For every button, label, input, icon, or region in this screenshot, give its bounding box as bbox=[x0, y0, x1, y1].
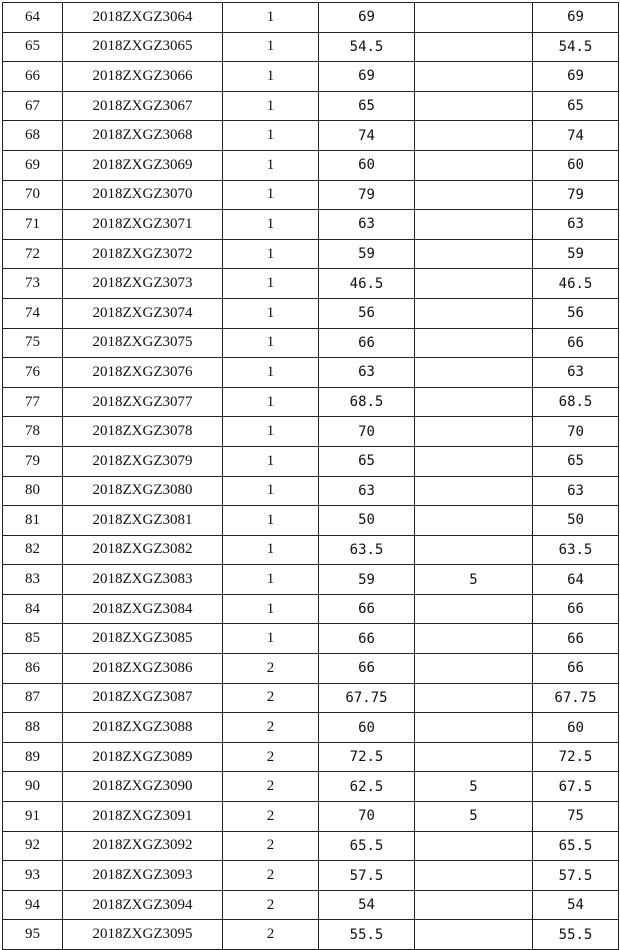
total-cell: 69 bbox=[533, 3, 619, 33]
table-row bbox=[3, 920, 619, 950]
score-cell: 63 bbox=[319, 476, 415, 506]
row-number-cell: 84 bbox=[3, 594, 63, 624]
exam-id-cell: 2018ZXGZ3073 bbox=[63, 269, 223, 299]
total-cell: 70 bbox=[533, 417, 619, 447]
table-row bbox=[3, 298, 619, 328]
table-row bbox=[3, 269, 619, 299]
total-cell: 65.5 bbox=[533, 831, 619, 861]
group-cell: 1 bbox=[223, 506, 319, 536]
bonus-cell bbox=[415, 861, 533, 891]
total-cell: 75 bbox=[533, 802, 619, 832]
exam-id-cell: 2018ZXGZ3064 bbox=[63, 3, 223, 33]
exam-id-cell: 2018ZXGZ3075 bbox=[63, 328, 223, 358]
score-cell: 59 bbox=[319, 565, 415, 595]
exam-id-cell: 2018ZXGZ3071 bbox=[63, 210, 223, 240]
row-number-cell: 91 bbox=[3, 802, 63, 832]
exam-id-cell: 2018ZXGZ3080 bbox=[63, 476, 223, 506]
table-row bbox=[3, 150, 619, 180]
group-cell: 2 bbox=[223, 802, 319, 832]
table-row bbox=[3, 32, 619, 62]
total-cell: 74 bbox=[533, 121, 619, 151]
score-cell: 65 bbox=[319, 446, 415, 476]
exam-id-cell: 2018ZXGZ3065 bbox=[63, 32, 223, 62]
table-row bbox=[3, 683, 619, 713]
exam-id-cell: 2018ZXGZ3070 bbox=[63, 180, 223, 210]
group-cell: 1 bbox=[223, 269, 319, 299]
row-number-cell: 76 bbox=[3, 358, 63, 388]
exam-id-cell: 2018ZXGZ3066 bbox=[63, 62, 223, 92]
total-cell: 66 bbox=[533, 594, 619, 624]
score-cell: 68.5 bbox=[319, 387, 415, 417]
total-cell: 50 bbox=[533, 506, 619, 536]
bonus-cell bbox=[415, 890, 533, 920]
bonus-cell bbox=[415, 32, 533, 62]
exam-id-cell: 2018ZXGZ3079 bbox=[63, 446, 223, 476]
group-cell: 1 bbox=[223, 387, 319, 417]
group-cell: 1 bbox=[223, 565, 319, 595]
exam-id-cell: 2018ZXGZ3083 bbox=[63, 565, 223, 595]
score-cell: 67.75 bbox=[319, 683, 415, 713]
group-cell: 1 bbox=[223, 535, 319, 565]
table-row bbox=[3, 506, 619, 536]
score-cell: 66 bbox=[319, 594, 415, 624]
total-cell: 55.5 bbox=[533, 920, 619, 950]
score-cell: 57.5 bbox=[319, 861, 415, 891]
row-number-cell: 69 bbox=[3, 150, 63, 180]
total-cell: 66 bbox=[533, 654, 619, 684]
bonus-cell bbox=[415, 239, 533, 269]
group-cell: 2 bbox=[223, 920, 319, 950]
exam-id-cell: 2018ZXGZ3089 bbox=[63, 742, 223, 772]
bonus-cell bbox=[415, 594, 533, 624]
table-row bbox=[3, 624, 619, 654]
score-cell: 65 bbox=[319, 91, 415, 121]
table-row bbox=[3, 91, 619, 121]
group-cell: 1 bbox=[223, 298, 319, 328]
group-cell: 2 bbox=[223, 772, 319, 802]
total-cell: 60 bbox=[533, 713, 619, 743]
bonus-cell bbox=[415, 150, 533, 180]
score-cell: 74 bbox=[319, 121, 415, 151]
row-number-cell: 67 bbox=[3, 91, 63, 121]
table-row bbox=[3, 594, 619, 624]
table-row bbox=[3, 62, 619, 92]
group-cell: 1 bbox=[223, 417, 319, 447]
group-cell: 1 bbox=[223, 358, 319, 388]
total-cell: 54 bbox=[533, 890, 619, 920]
group-cell: 1 bbox=[223, 328, 319, 358]
score-cell: 54.5 bbox=[319, 32, 415, 62]
bonus-cell bbox=[415, 446, 533, 476]
bonus-cell bbox=[415, 3, 533, 33]
bonus-cell bbox=[415, 506, 533, 536]
exam-id-cell: 2018ZXGZ3087 bbox=[63, 683, 223, 713]
bonus-cell bbox=[415, 417, 533, 447]
score-table bbox=[2, 2, 619, 950]
row-number-cell: 94 bbox=[3, 890, 63, 920]
score-cell: 50 bbox=[319, 506, 415, 536]
bonus-cell bbox=[415, 121, 533, 151]
group-cell: 1 bbox=[223, 32, 319, 62]
group-cell: 2 bbox=[223, 890, 319, 920]
total-cell: 59 bbox=[533, 239, 619, 269]
exam-id-cell: 2018ZXGZ3091 bbox=[63, 802, 223, 832]
exam-id-cell: 2018ZXGZ3093 bbox=[63, 861, 223, 891]
total-cell: 63 bbox=[533, 358, 619, 388]
total-cell: 66 bbox=[533, 328, 619, 358]
row-number-cell: 81 bbox=[3, 506, 63, 536]
total-cell: 63 bbox=[533, 476, 619, 506]
group-cell: 1 bbox=[223, 121, 319, 151]
score-cell: 63.5 bbox=[319, 535, 415, 565]
score-cell: 56 bbox=[319, 298, 415, 328]
row-number-cell: 90 bbox=[3, 772, 63, 802]
exam-id-cell: 2018ZXGZ3067 bbox=[63, 91, 223, 121]
bonus-cell bbox=[415, 831, 533, 861]
score-cell: 66 bbox=[319, 328, 415, 358]
exam-id-cell: 2018ZXGZ3068 bbox=[63, 121, 223, 151]
total-cell: 66 bbox=[533, 624, 619, 654]
score-cell: 55.5 bbox=[319, 920, 415, 950]
score-cell: 63 bbox=[319, 210, 415, 240]
group-cell: 2 bbox=[223, 861, 319, 891]
exam-id-cell: 2018ZXGZ3082 bbox=[63, 535, 223, 565]
score-cell: 46.5 bbox=[319, 269, 415, 299]
bonus-cell bbox=[415, 654, 533, 684]
total-cell: 67.5 bbox=[533, 772, 619, 802]
score-cell: 59 bbox=[319, 239, 415, 269]
bonus-cell bbox=[415, 298, 533, 328]
exam-id-cell: 2018ZXGZ3085 bbox=[63, 624, 223, 654]
exam-id-cell: 2018ZXGZ3074 bbox=[63, 298, 223, 328]
group-cell: 1 bbox=[223, 594, 319, 624]
total-cell: 69 bbox=[533, 62, 619, 92]
bonus-cell bbox=[415, 742, 533, 772]
exam-id-cell: 2018ZXGZ3069 bbox=[63, 150, 223, 180]
total-cell: 65 bbox=[533, 446, 619, 476]
group-cell: 1 bbox=[223, 239, 319, 269]
score-cell: 63 bbox=[319, 358, 415, 388]
table-row bbox=[3, 772, 619, 802]
table-row bbox=[3, 121, 619, 151]
group-cell: 2 bbox=[223, 742, 319, 772]
total-cell: 65 bbox=[533, 91, 619, 121]
exam-id-cell: 2018ZXGZ3090 bbox=[63, 772, 223, 802]
score-cell: 65.5 bbox=[319, 831, 415, 861]
row-number-cell: 74 bbox=[3, 298, 63, 328]
score-cell: 66 bbox=[319, 654, 415, 684]
score-cell: 60 bbox=[319, 150, 415, 180]
group-cell: 1 bbox=[223, 476, 319, 506]
score-table-body bbox=[3, 3, 619, 950]
table-row bbox=[3, 328, 619, 358]
bonus-cell bbox=[415, 358, 533, 388]
total-cell: 54.5 bbox=[533, 32, 619, 62]
row-number-cell: 71 bbox=[3, 210, 63, 240]
table-row bbox=[3, 831, 619, 861]
table-row bbox=[3, 535, 619, 565]
row-number-cell: 88 bbox=[3, 713, 63, 743]
table-row bbox=[3, 417, 619, 447]
table-row bbox=[3, 180, 619, 210]
total-cell: 60 bbox=[533, 150, 619, 180]
score-cell: 70 bbox=[319, 417, 415, 447]
row-number-cell: 78 bbox=[3, 417, 63, 447]
table-row bbox=[3, 742, 619, 772]
bonus-cell bbox=[415, 387, 533, 417]
score-cell: 70 bbox=[319, 802, 415, 832]
group-cell: 1 bbox=[223, 180, 319, 210]
score-cell: 79 bbox=[319, 180, 415, 210]
group-cell: 1 bbox=[223, 446, 319, 476]
row-number-cell: 80 bbox=[3, 476, 63, 506]
total-cell: 68.5 bbox=[533, 387, 619, 417]
group-cell: 1 bbox=[223, 210, 319, 240]
table-row bbox=[3, 802, 619, 832]
row-number-cell: 87 bbox=[3, 683, 63, 713]
bonus-cell bbox=[415, 180, 533, 210]
table-row bbox=[3, 861, 619, 891]
total-cell: 63 bbox=[533, 210, 619, 240]
row-number-cell: 86 bbox=[3, 654, 63, 684]
row-number-cell: 68 bbox=[3, 121, 63, 151]
score-cell: 54 bbox=[319, 890, 415, 920]
row-number-cell: 77 bbox=[3, 387, 63, 417]
bonus-cell bbox=[415, 920, 533, 950]
row-number-cell: 79 bbox=[3, 446, 63, 476]
row-number-cell: 66 bbox=[3, 62, 63, 92]
bonus-cell: 5 bbox=[415, 772, 533, 802]
row-number-cell: 72 bbox=[3, 239, 63, 269]
score-cell: 69 bbox=[319, 3, 415, 33]
exam-id-cell: 2018ZXGZ3094 bbox=[63, 890, 223, 920]
table-row bbox=[3, 239, 619, 269]
group-cell: 1 bbox=[223, 150, 319, 180]
exam-id-cell: 2018ZXGZ3086 bbox=[63, 654, 223, 684]
bonus-cell bbox=[415, 624, 533, 654]
exam-id-cell: 2018ZXGZ3095 bbox=[63, 920, 223, 950]
table-row bbox=[3, 3, 619, 33]
exam-id-cell: 2018ZXGZ3084 bbox=[63, 594, 223, 624]
total-cell: 64 bbox=[533, 565, 619, 595]
score-cell: 62.5 bbox=[319, 772, 415, 802]
exam-id-cell: 2018ZXGZ3092 bbox=[63, 831, 223, 861]
score-cell: 60 bbox=[319, 713, 415, 743]
group-cell: 1 bbox=[223, 624, 319, 654]
group-cell: 2 bbox=[223, 831, 319, 861]
group-cell: 1 bbox=[223, 3, 319, 33]
row-number-cell: 85 bbox=[3, 624, 63, 654]
total-cell: 46.5 bbox=[533, 269, 619, 299]
bonus-cell bbox=[415, 62, 533, 92]
group-cell: 2 bbox=[223, 713, 319, 743]
exam-id-cell: 2018ZXGZ3072 bbox=[63, 239, 223, 269]
table-row bbox=[3, 210, 619, 240]
bonus-cell bbox=[415, 683, 533, 713]
table-row bbox=[3, 565, 619, 595]
score-cell: 66 bbox=[319, 624, 415, 654]
row-number-cell: 64 bbox=[3, 3, 63, 33]
bonus-cell: 5 bbox=[415, 565, 533, 595]
exam-id-cell: 2018ZXGZ3077 bbox=[63, 387, 223, 417]
group-cell: 2 bbox=[223, 683, 319, 713]
row-number-cell: 92 bbox=[3, 831, 63, 861]
table-row bbox=[3, 890, 619, 920]
total-cell: 63.5 bbox=[533, 535, 619, 565]
bonus-cell bbox=[415, 535, 533, 565]
score-cell: 72.5 bbox=[319, 742, 415, 772]
bonus-cell bbox=[415, 91, 533, 121]
table-row bbox=[3, 713, 619, 743]
table-row bbox=[3, 358, 619, 388]
bonus-cell: 5 bbox=[415, 802, 533, 832]
row-number-cell: 95 bbox=[3, 920, 63, 950]
bonus-cell bbox=[415, 713, 533, 743]
bonus-cell bbox=[415, 210, 533, 240]
table-row bbox=[3, 476, 619, 506]
bonus-cell bbox=[415, 269, 533, 299]
row-number-cell: 93 bbox=[3, 861, 63, 891]
bonus-cell bbox=[415, 476, 533, 506]
row-number-cell: 89 bbox=[3, 742, 63, 772]
group-cell: 1 bbox=[223, 91, 319, 121]
total-cell: 79 bbox=[533, 180, 619, 210]
exam-id-cell: 2018ZXGZ3081 bbox=[63, 506, 223, 536]
exam-id-cell: 2018ZXGZ3076 bbox=[63, 358, 223, 388]
score-cell: 69 bbox=[319, 62, 415, 92]
row-number-cell: 70 bbox=[3, 180, 63, 210]
row-number-cell: 73 bbox=[3, 269, 63, 299]
row-number-cell: 65 bbox=[3, 32, 63, 62]
total-cell: 72.5 bbox=[533, 742, 619, 772]
row-number-cell: 75 bbox=[3, 328, 63, 358]
row-number-cell: 83 bbox=[3, 565, 63, 595]
exam-id-cell: 2018ZXGZ3088 bbox=[63, 713, 223, 743]
table-row bbox=[3, 654, 619, 684]
exam-id-cell: 2018ZXGZ3078 bbox=[63, 417, 223, 447]
total-cell: 57.5 bbox=[533, 861, 619, 891]
group-cell: 2 bbox=[223, 654, 319, 684]
table-row bbox=[3, 387, 619, 417]
total-cell: 56 bbox=[533, 298, 619, 328]
group-cell: 1 bbox=[223, 62, 319, 92]
total-cell: 67.75 bbox=[533, 683, 619, 713]
row-number-cell: 82 bbox=[3, 535, 63, 565]
table-row bbox=[3, 446, 619, 476]
bonus-cell bbox=[415, 328, 533, 358]
